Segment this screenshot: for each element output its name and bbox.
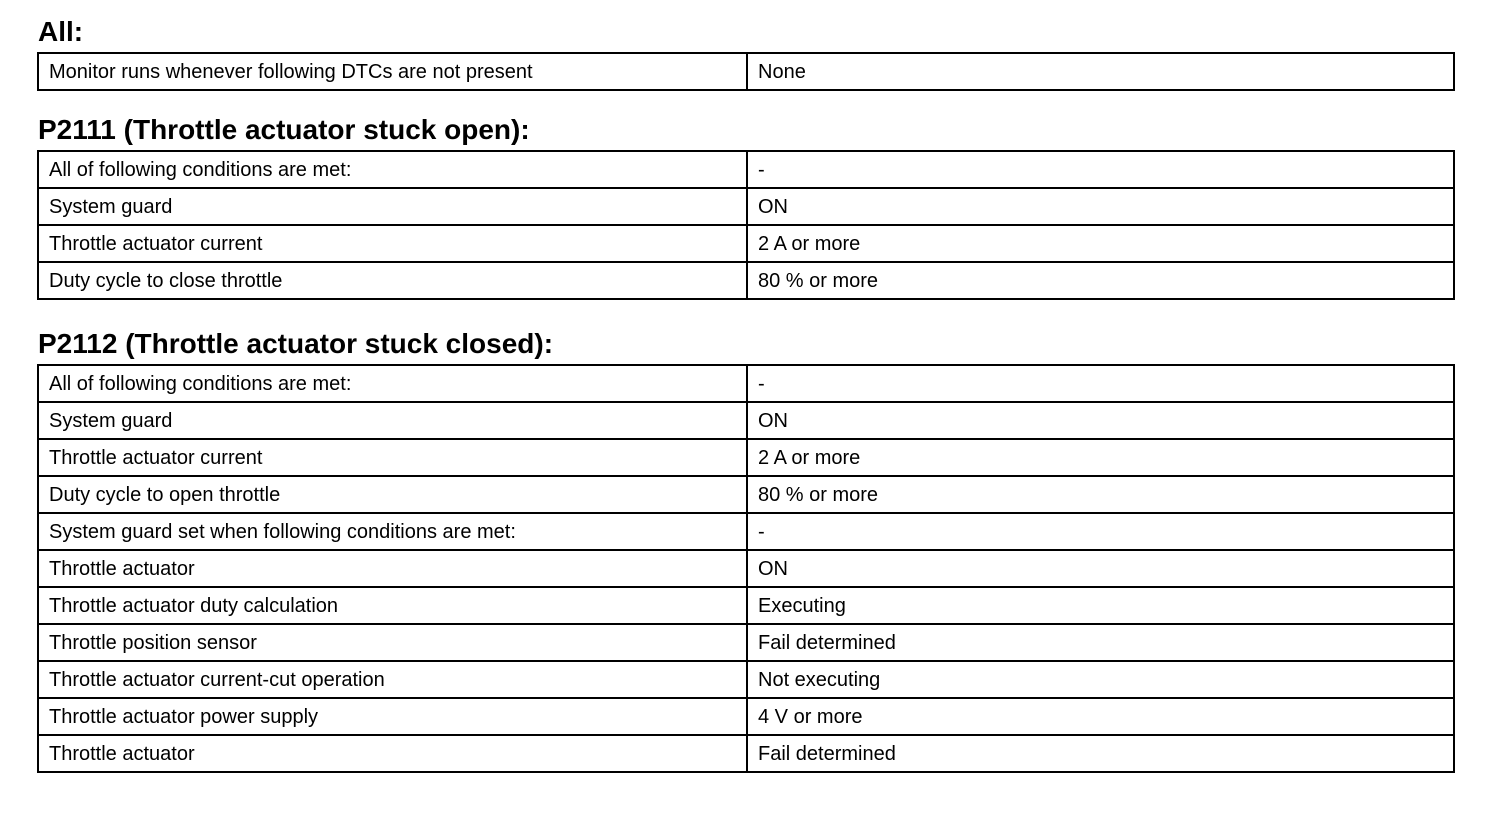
- table-row: [38, 476, 1454, 513]
- value-cell: Fail determined: [747, 624, 1454, 661]
- conditions-table-all: [37, 52, 1455, 91]
- value-cell: -: [747, 365, 1454, 402]
- table-row: [38, 151, 1454, 188]
- condition-cell: All of following conditions are met:: [38, 365, 747, 402]
- value-cell: Not executing: [747, 661, 1454, 698]
- condition-cell: Throttle actuator current-cut operation: [38, 661, 747, 698]
- table-row: [38, 225, 1454, 262]
- value-cell: 80 % or more: [747, 476, 1454, 513]
- condition-cell: Duty cycle to open throttle: [38, 476, 747, 513]
- condition-cell: Throttle position sensor: [38, 624, 747, 661]
- value-cell: 2 A or more: [747, 225, 1454, 262]
- value-cell: ON: [747, 188, 1454, 225]
- condition-cell: System guard set when following conditions are met:: [38, 513, 747, 550]
- table-row: [38, 262, 1454, 299]
- section-heading-all: All:: [38, 16, 84, 47]
- table-row: [38, 587, 1454, 624]
- section-heading-p2112: P2112 (Throttle actuator stuck closed):: [38, 328, 554, 359]
- value-cell: -: [747, 151, 1454, 188]
- table-row: [38, 188, 1454, 225]
- condition-cell: Monitor runs whenever following DTCs are not present: [38, 53, 747, 90]
- condition-cell: System guard: [38, 188, 747, 225]
- value-cell: Fail determined: [747, 735, 1454, 772]
- value-cell: 2 A or more: [747, 439, 1454, 476]
- condition-cell: Throttle actuator current: [38, 225, 747, 262]
- table-row: [38, 365, 1454, 402]
- condition-cell: Throttle actuator current: [38, 439, 747, 476]
- condition-cell: Duty cycle to close throttle: [38, 262, 747, 299]
- condition-cell: System guard: [38, 402, 747, 439]
- condition-cell: Throttle actuator: [38, 735, 747, 772]
- value-cell: -: [747, 513, 1454, 550]
- table-row: [38, 513, 1454, 550]
- condition-cell: Throttle actuator duty calculation: [38, 587, 747, 624]
- conditions-table-p2111: [37, 150, 1455, 300]
- value-cell: 4 V or more: [747, 698, 1454, 735]
- table-row: [38, 661, 1454, 698]
- table-row: [38, 735, 1454, 772]
- section-heading-p2111: P2111 (Throttle actuator stuck open):: [38, 114, 530, 145]
- value-cell: ON: [747, 402, 1454, 439]
- value-cell: None: [747, 53, 1454, 90]
- table-row: [38, 550, 1454, 587]
- value-cell: ON: [747, 550, 1454, 587]
- table-row: [38, 439, 1454, 476]
- table-row: [38, 698, 1454, 735]
- table-row: [38, 53, 1454, 90]
- condition-cell: Throttle actuator power supply: [38, 698, 747, 735]
- table-row: [38, 624, 1454, 661]
- table-row: [38, 402, 1454, 439]
- conditions-table-p2112: [37, 364, 1455, 773]
- value-cell: 80 % or more: [747, 262, 1454, 299]
- condition-cell: All of following conditions are met:: [38, 151, 747, 188]
- value-cell: Executing: [747, 587, 1454, 624]
- condition-cell: Throttle actuator: [38, 550, 747, 587]
